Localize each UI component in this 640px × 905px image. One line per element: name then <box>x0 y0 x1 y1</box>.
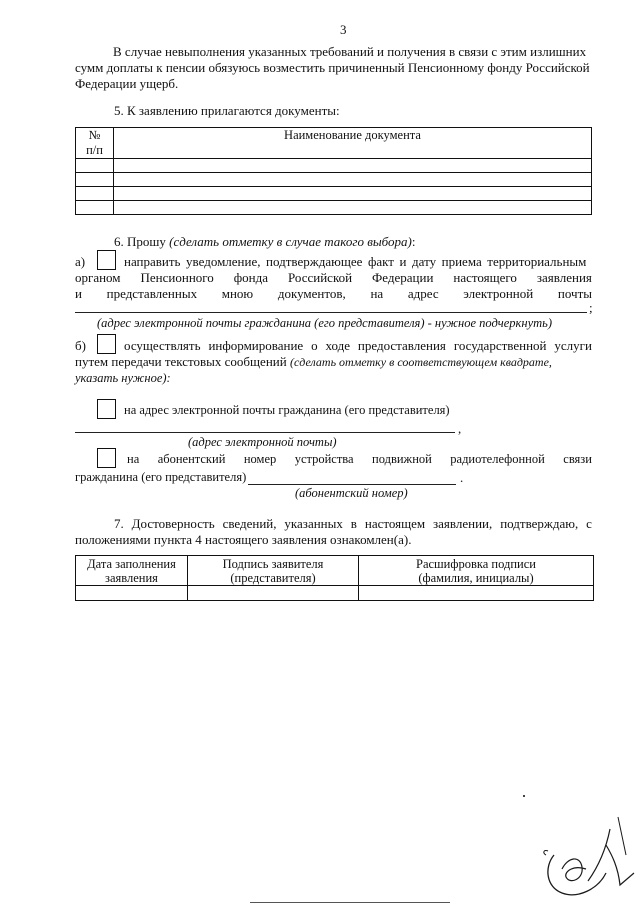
decoding-cell[interactable] <box>359 586 594 601</box>
option-a-letter: а) <box>75 254 86 269</box>
section-5-heading: 5. К заявлению прилагаются документы: <box>114 103 340 118</box>
date-cell[interactable] <box>76 586 188 601</box>
col-signature-header: Подпись заявителя (представителя) <box>188 556 359 586</box>
signature-cell[interactable] <box>188 586 359 601</box>
email-caption-b: (адрес электронной почты) <box>188 435 337 449</box>
col-document-name-header: Наименование документа <box>114 128 592 159</box>
email-input-line-a[interactable] <box>75 312 587 313</box>
table-row <box>76 159 592 173</box>
option-a-line-2: органом Пенсионного фонда Российской Федерации настоящего заявления <box>75 270 592 285</box>
signature-table <box>75 555 594 601</box>
phone-option-checkbox[interactable] <box>97 448 116 468</box>
table-header-row <box>76 128 592 159</box>
option-a-line-3: и представленных мною документов, на адрес электронной почты <box>75 286 592 301</box>
option-b-letter: б) <box>75 338 86 353</box>
scan-speck <box>523 795 525 797</box>
phone-option-line-2: гражданина (его представителя) <box>75 470 247 484</box>
col-number-header: № п/п <box>76 128 114 159</box>
option-a-line-1: направить уведомление, подтверждающее факт и дату приема территориальным <box>124 254 587 269</box>
handwritten-signature <box>540 815 635 900</box>
section-7-line-1: 7. Достоверность сведений, указанных в настоящем заявлении, подтверждаю, с <box>114 516 592 531</box>
section-7-line-2: положениями пункта 4 настоящего заявления ознакомлен(а). <box>75 532 412 547</box>
email-option-checkbox[interactable] <box>97 399 116 419</box>
option-b-checkbox[interactable] <box>97 334 116 354</box>
option-b-line-1: осуществлять информирование о ходе предоставления государственной услуги <box>124 338 592 353</box>
email-option-label: на адрес электронной почты гражданина (его представителя) <box>124 403 450 417</box>
semicolon: ; <box>589 300 593 315</box>
email-input-line-b[interactable] <box>75 432 455 433</box>
page-number: 3 <box>340 22 347 37</box>
table-row <box>76 173 592 187</box>
bottom-edge-line <box>250 902 450 903</box>
option-b-line-3: указать нужное): <box>75 371 171 385</box>
period: . <box>460 470 464 485</box>
table-row <box>76 187 592 201</box>
table-header-row <box>76 556 594 586</box>
section-6-heading: 6. Прошу (сделать отметку в случае такого выбора): <box>114 234 416 249</box>
para-damages-line-2: сумм доплаты к пенсии обязуюсь возместить причиненный Пенсионному фонду Российской <box>75 60 590 75</box>
para-damages-line-3: Федерации ущерб. <box>75 76 179 91</box>
phone-caption: (абонентский номер) <box>295 486 408 500</box>
table-row <box>76 201 592 215</box>
email-caption-a: (адрес электронной почты гражданина (его представителя) - нужное подчеркнуть) <box>97 316 553 330</box>
attached-documents-table <box>75 127 592 215</box>
option-a-checkbox[interactable] <box>97 250 116 270</box>
table-row <box>76 586 594 601</box>
col-decoding-header: Расшифровка подписи (фамилия, инициалы) <box>359 556 594 586</box>
phone-option-line-1: на абонентский номер устройства подвижной радиотелефонной связи <box>127 452 592 466</box>
phone-input-line[interactable] <box>248 484 456 485</box>
comma: , <box>458 421 462 436</box>
col-date-header: Дата заполнения заявления <box>76 556 188 586</box>
para-damages-line-1: В случае невыполнения указанных требований и получения в связи с этим излишних <box>113 44 587 59</box>
option-b-line-2: путем передачи текстовых сообщений (сделать отметку в соответствующем квадрате, <box>75 354 552 369</box>
